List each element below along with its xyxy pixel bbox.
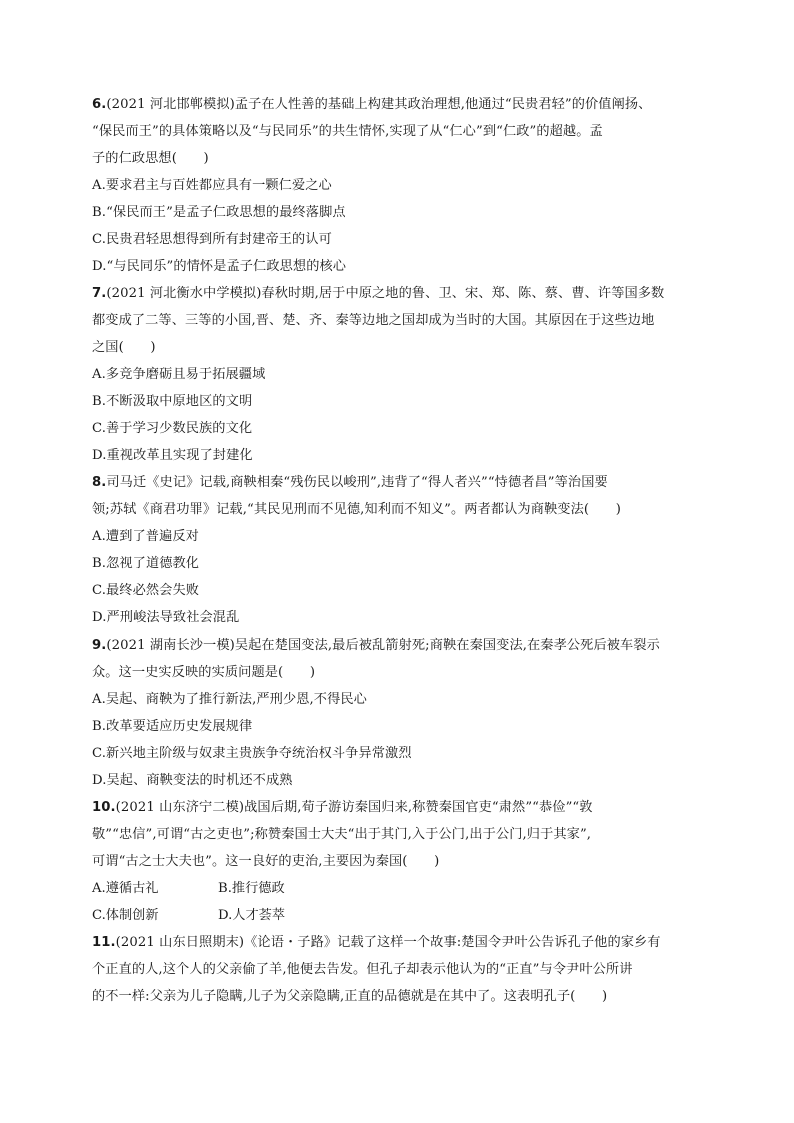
- q9-line-1: [92, 638, 660, 654]
- q10-stem-text-1: (2021 山东济宁二模)战国后期,荀子游访秦国归来,称赞秦国官吏“肃然”“恭俭”“敦: [115, 800, 593, 815]
- q6-number: 6.: [92, 97, 107, 112]
- q8-option-c: C.最终必然会失败: [92, 583, 200, 598]
- q9-option-d: D.吴起、商鞅变法的时机还不成熟: [92, 773, 293, 788]
- q9-stem-text-1: (2021 湖南长沙一模)吴起在楚国变法,最后被乱箭射死;商鞅在秦国变法,在秦孝公死后被车裂示: [106, 638, 660, 653]
- q7-line-3: 之国( ): [92, 340, 156, 355]
- q8-line-2: 领;苏轼《商君功罪》记载,“其民见刑而不见德,知利而不知义”。两者都认为商鞅变法( ): [92, 502, 621, 517]
- q10-number: 10.: [92, 800, 116, 815]
- q9-option-c: C.新兴地主阶级与奴隶主贵族争夺统治权斗争异常激烈: [92, 746, 412, 761]
- q6-option-a: A.要求君主与百姓都应具有一颗仁爱之心: [92, 178, 332, 193]
- q10-line-2: 敬”“忠信”,可谓“古之吏也”;称赞秦国士大夫“出于其门,入于公门,出于公门,归于其家”,: [92, 827, 592, 842]
- q6-line-1: [92, 97, 651, 113]
- q7-option-a: A.多竞争磨砺且易于拓展疆域: [92, 367, 266, 382]
- q7-option-d: D.重视改革且实现了封建化: [92, 448, 253, 463]
- q7-number: 7.: [92, 286, 107, 301]
- q8-option-a: A.遭到了普遍反对: [92, 529, 199, 544]
- q10-option-b: B.推行德政: [218, 881, 285, 896]
- q8-option-b: B.忽视了道德教化: [92, 556, 200, 571]
- q7-line-2: 都变成了二等、三等的小国,晋、楚、齐、秦等边地之国却成为当时的大国。其原因在于这些边地: [92, 313, 655, 328]
- q8-option-d: D.严刑峻法导致社会混乱: [92, 610, 240, 625]
- q9-number: 9.: [92, 638, 107, 653]
- q10-option-a: A.遵循古礼: [92, 881, 159, 896]
- q11-line-2: 个正直的人,这个人的父亲偷了羊,他便去告发。但孔子却表示他认为的“正直”与令尹叶公所讲: [92, 962, 633, 977]
- q10-option-d: D.人才荟萃: [218, 908, 286, 923]
- q9-option-a: A.吴起、商鞅为了推行新法,严刑少恩,不得民心: [92, 692, 367, 707]
- q10-line-1: [92, 800, 593, 816]
- q8-number: 8.: [92, 475, 107, 490]
- q6-stem-text-1: (2021 河北邯郸模拟)孟子在人性善的基础上构建其政治理想,他通过“民贵君轻”的价值阐扬、: [106, 97, 652, 112]
- q6-option-b: B.“保民而王”是孟子仁政思想的最终落脚点: [92, 205, 346, 220]
- q9-line-2: 众。这一史实反映的实质问题是( ): [92, 665, 316, 680]
- q7-option-b: B.不断汲取中原地区的文明: [92, 394, 253, 409]
- q11-number: 11.: [92, 935, 116, 950]
- q9-option-b: B.改革要适应历史发展规律: [92, 719, 253, 734]
- q11-line-1: [92, 935, 661, 951]
- q7-option-c: C.善于学习少数民族的文化: [92, 421, 253, 436]
- q10-option-c: C.体制创新: [92, 908, 159, 923]
- q7-stem-text-1: (2021 河北衡水中学模拟)春秋时期,居于中原之地的鲁、卫、宋、郑、陈、蔡、曹、许等国多数: [106, 286, 665, 301]
- q8-line-1: [92, 475, 608, 491]
- q6-option-d: D.“与民同乐”的情怀是孟子仁政思想的核心: [92, 259, 347, 274]
- q7-line-1: [92, 286, 664, 302]
- q11-stem-text-1: (2021 山东日照期末)《论语・子路》记载了这样一个故事:楚国令尹叶公告诉孔子他的家乡有: [115, 935, 661, 950]
- q10-line-3: 可谓“古之士大夫也”。这一良好的吏治,主要因为秦国( ): [92, 854, 440, 869]
- q11-line-3: 的不一样:父亲为儿子隐瞒,儿子为父亲隐瞒,正直的品德就是在其中了。这表明孔子( ): [92, 989, 608, 1004]
- q6-option-c: C.民贵君轻思想得到所有封建帝王的认可: [92, 232, 332, 247]
- q6-line-2: “保民而王”的具体策略以及“与民同乐”的共生情怀,实现了从“仁心”到“仁政”的超越。孟: [92, 124, 603, 139]
- q6-line-3: 子的仁政思想( ): [92, 151, 209, 166]
- q8-stem-text-1: 司马迁《史记》记载,商鞅相秦“残伤民以峻刑”,违背了“得人者兴”“恃德者昌”等治国要: [106, 475, 608, 490]
